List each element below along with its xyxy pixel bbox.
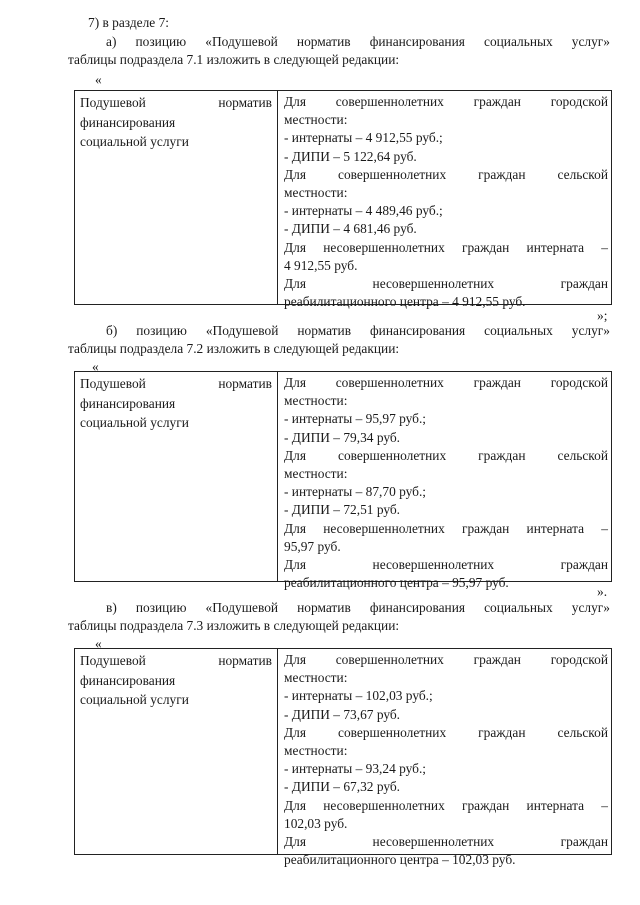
cell-word-2: норматив: [218, 653, 272, 668]
value-line: 102,03 руб.: [284, 815, 348, 831]
table-column-divider: [277, 372, 278, 581]
cell-line-2: финансирования: [80, 672, 176, 688]
value-line: реабилитационного центра – 4 912,55 руб.: [284, 294, 526, 310]
section-b-intro-line2: таблицы подраздела 7.2 изложить в следующей редакции:: [68, 341, 400, 356]
section-a-intro-line1: а) позицию «Подушевой норматив финансирования социальных услуг»: [106, 34, 610, 49]
value-line: - ДИПИ – 67,32 руб.: [284, 779, 401, 795]
table-cell-values: [284, 651, 608, 869]
cell-word-1: Подушевой: [80, 95, 146, 110]
value-line: - интернаты – 95,97 руб.;: [284, 411, 427, 427]
section-a-open-quote: «: [95, 72, 102, 87]
section-c-table: [74, 648, 612, 868]
value-line: местности:: [284, 466, 348, 482]
table-cell-position: [80, 374, 272, 433]
value-line: - ДИПИ – 72,51 руб.: [284, 502, 401, 518]
cell-line-2: финансирования: [80, 114, 176, 130]
section-b-open-quote: «: [92, 359, 99, 374]
value-line: местности:: [284, 670, 348, 686]
table-cell-values: [284, 374, 608, 592]
section-c-intro-line2: таблицы подраздела 7.3 изложить в следующей редакции:: [68, 618, 400, 633]
value-line: Для несовершеннолетних граждан интерната –: [284, 239, 608, 255]
cell-line-3: социальной услуги: [80, 415, 189, 430]
cell-word-1: Подушевой: [80, 653, 146, 668]
value-line: Для совершеннолетних граждан городской: [284, 652, 608, 667]
value-line: реабилитационного центра – 95,97 руб.: [284, 575, 509, 591]
value-line: - ДИПИ – 79,34 руб.: [284, 429, 401, 445]
cell-word-2: норматив: [218, 376, 272, 391]
table-cell-values: [284, 93, 608, 311]
section-heading: 7) в разделе 7:: [88, 15, 170, 30]
value-line: Для совершеннолетних граждан сельской: [284, 724, 608, 740]
cell-word-2: норматив: [218, 95, 272, 110]
value-line: местности:: [284, 393, 348, 409]
value-line: - интернаты – 102,03 руб.;: [284, 688, 433, 704]
value-line: Для совершеннолетних граждан городской: [284, 94, 608, 109]
value-line: Для несовершеннолетних граждан: [284, 276, 608, 292]
value-line: Для совершеннолетних граждан городской: [284, 375, 608, 390]
section-a-intro-line2: таблицы подраздела 7.1 изложить в следующей редакции:: [68, 52, 400, 67]
value-line: - интернаты – 4 912,55 руб.;: [284, 130, 443, 146]
value-line: Для несовершеннолетних граждан: [284, 834, 608, 850]
value-line: Для несовершеннолетних граждан интерната –: [284, 520, 608, 536]
cell-line-3: социальной услуги: [80, 692, 189, 707]
table-cell-position: [80, 651, 272, 710]
cell-line-2: финансирования: [80, 395, 176, 411]
value-line: - интернаты – 87,70 руб.;: [284, 484, 427, 500]
section-b-closing-quote: ».: [597, 584, 608, 599]
value-line: местности:: [284, 112, 348, 128]
table-cell-position: [80, 93, 272, 152]
value-line: 4 912,55 руб.: [284, 257, 358, 273]
cell-word-1: Подушевой: [80, 376, 146, 391]
value-line: - интернаты – 93,24 руб.;: [284, 761, 427, 777]
section-c-intro-line1: в) позицию «Подушевой норматив финансирования социальных услуг»: [106, 600, 610, 615]
value-line: - интернаты – 4 489,46 руб.;: [284, 203, 443, 219]
table-column-divider: [277, 91, 278, 304]
cell-line-3: социальной услуги: [80, 134, 189, 149]
table-column-divider: [277, 649, 278, 854]
value-line: - ДИПИ – 4 681,46 руб.: [284, 221, 417, 237]
section-a-table: [74, 90, 612, 310]
section-b-table: [74, 371, 612, 591]
value-line: - ДИПИ – 73,67 руб.: [284, 706, 401, 722]
value-line: реабилитационного центра – 102,03 руб.: [284, 852, 516, 868]
value-line: Для несовершеннолетних граждан: [284, 557, 608, 573]
value-line: Для совершеннолетних граждан сельской: [284, 447, 608, 463]
value-line: - ДИПИ – 5 122,64 руб.: [284, 148, 417, 164]
value-line: Для несовершеннолетних граждан интерната –: [284, 797, 608, 813]
section-c-open-quote: «: [95, 636, 102, 651]
value-line: местности:: [284, 743, 348, 759]
section-b-intro-line1: б) позицию «Подушевой норматив финансирования социальных услуг»: [106, 323, 610, 338]
value-line: 95,97 руб.: [284, 538, 341, 554]
value-line: местности:: [284, 185, 348, 201]
section-a-closing-quote: »;: [597, 308, 608, 323]
value-line: Для совершеннолетних граждан сельской: [284, 166, 608, 182]
